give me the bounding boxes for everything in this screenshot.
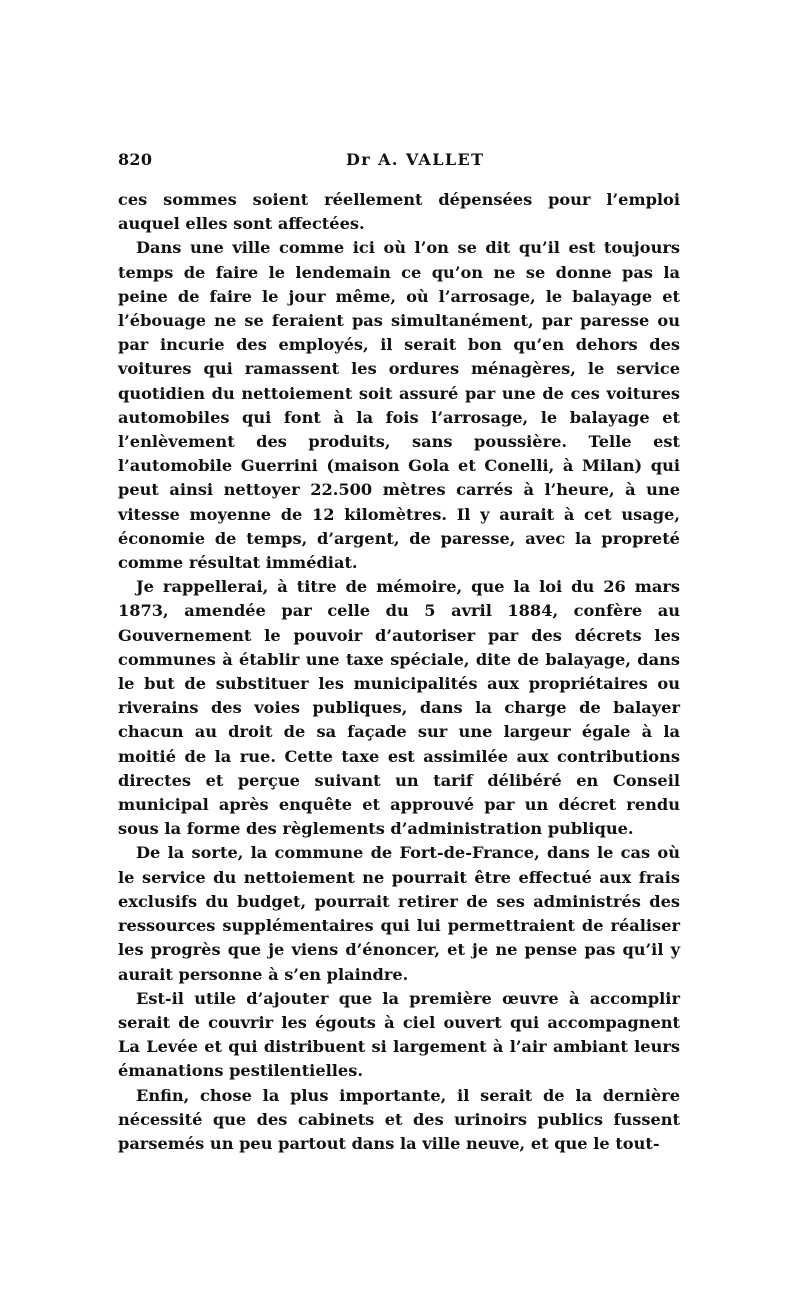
- page-number: 820: [118, 150, 153, 169]
- paragraph: Dans une ville comme ici où l’on se dit qu’il est toujours temps de faire le lendemain ce qu’on ne se donne pas la peine de faire le jour même, où l’arrosage, le balayage et l’ébouage ne se feraient pas simultanément, par paresse ou par incurie des employés, il serait bon qu’en dehors des voitures qui ramassent les ordures ménagères, le service quotidien du nettoiement soit assuré par une de ces voitures automobiles qui font à la fois l’arrosage, le balayage et l’enlèvement des produits, sans poussière. Telle est l’automobile Guerrini (maison Gola et Conelli, à Milan) qui peut ainsi nettoyer 22.500 mètres carrés à l’heure, à une vitesse moyenne de 12 kilomètres. Il y aurait à cet usage, économie de temps, d’argent, de paresse, avec la propreté comme résultat immédiat.: [118, 238, 680, 573]
- paragraph-continuation: ces sommes soient réellement dépensées pour l’emploi auquel elles sont affectées.: [118, 190, 680, 234]
- paragraph: Enfin, chose la plus importante, il serait de la dernière nécessité que des cabinets et des urinoirs publics fussent parsemés un peu partout dans la ville neuve, et que le tout-: [118, 1085, 680, 1153]
- body-text: [118, 188, 680, 1156]
- running-head: Dr A. VALLET: [346, 150, 485, 169]
- paragraph: Je rappellerai, à titre de mémoire, que la loi du 26 mars 1873, amendée par celle du 5 avril 1884, confère au Gouvernement le pouvoir d’autoriser par des décrets les communes à établir une taxe spéciale, dite de balayage, dans le but de substituer les municipalités aux propriétaires ou riverains des voies publiques, dans la charge de balayer chacun au droit de sa façade sur une largeur égale à la moitié de la rue. Cette taxe est assimilée aux contributions directes et perçue suivant un tarif délibéré en Conseil municipal après enquête et approuvé par un décret rendu sous la forme des règlements d’administration publique.: [118, 577, 680, 839]
- paragraph: Est-il utile d’ajouter que la première œuvre à accomplir serait de couvrir les égouts à ciel ouvert qui accompagnent La Levée et qui distribuent si largement à l’air ambiant leurs émanations pestilentielles.: [118, 988, 680, 1081]
- page-header: [118, 150, 678, 174]
- paragraph: De la sorte, la commune de Fort-de-France, dans le cas où le service du nettoiement ne pourrait être effectué aux frais exclusifs du budget, pourrait retirer de ses administrés des ressources supplémentaires qui lui permettraient de réaliser les progrès que je viens d’énoncer, et je ne pense pas qu’il y aurait personne à s’en plaindre.: [118, 843, 680, 984]
